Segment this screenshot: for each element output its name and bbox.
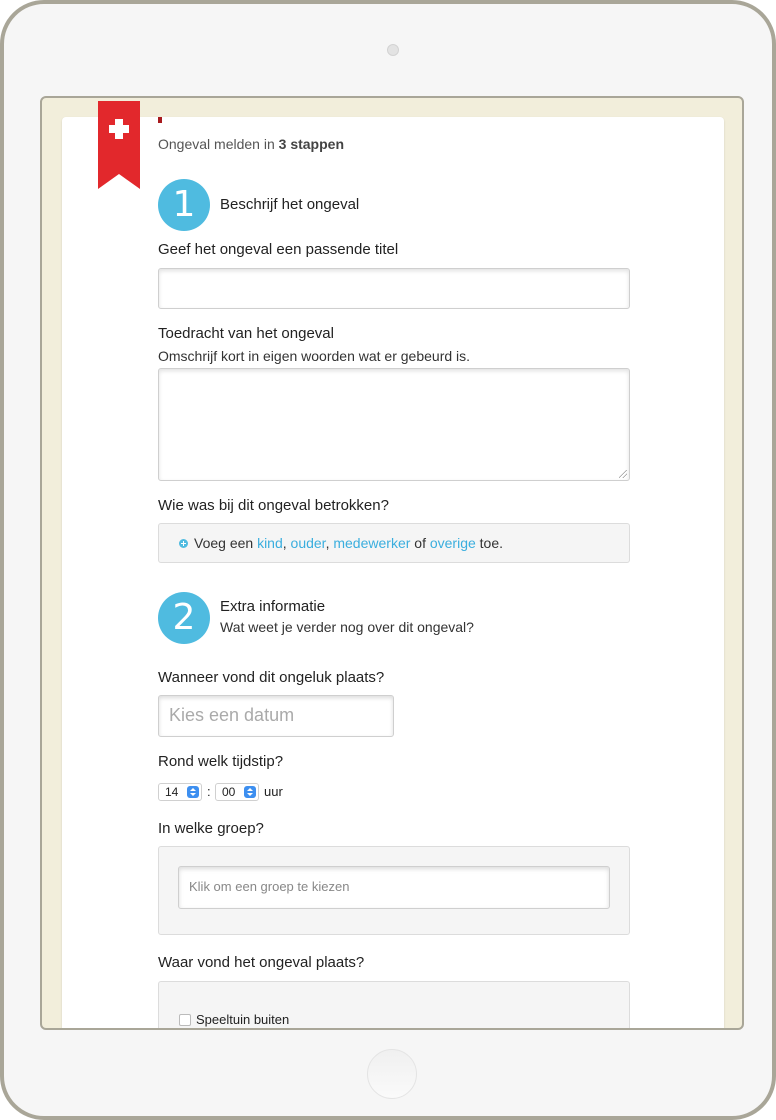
title-steps: 3 stappen (278, 136, 344, 152)
involved-text (179, 535, 503, 551)
camera-dot (387, 44, 399, 56)
step-2-heading: Extra informatie (220, 598, 326, 615)
date-label: Wanneer vond dit ongeluk plaats? (158, 669, 385, 686)
step-1-badge: 1 (158, 179, 210, 231)
description-textarea[interactable] (158, 368, 630, 481)
title-label: Geef het ongeval een passende titel (158, 241, 399, 258)
minute-select[interactable] (215, 783, 259, 801)
minute-value: 00 (222, 785, 236, 799)
add-employee-link[interactable]: medewerker (333, 535, 411, 551)
involved-suffix: toe. (479, 535, 504, 551)
step-2-subheading: Wat weet je verder nog over dit ongeval? (220, 619, 474, 635)
hour-select[interactable] (158, 783, 202, 801)
group-box (158, 846, 630, 935)
location-box (158, 981, 630, 1030)
time-separator: : (207, 784, 211, 799)
separator: , (325, 535, 330, 551)
updown-arrows-icon (244, 786, 256, 798)
screen (40, 96, 744, 1030)
group-label: In welke groep? (158, 820, 264, 837)
time-label: Rond welk tijdstip? (158, 753, 284, 770)
resize-grip-icon[interactable] (619, 470, 627, 478)
updown-arrows-icon (187, 786, 199, 798)
separator: , (282, 535, 287, 551)
location-label: Waar vond het ongeval plaats? (158, 954, 365, 971)
ribbon-fold (158, 117, 162, 123)
add-other-link[interactable]: overige (429, 535, 476, 551)
add-parent-link[interactable]: ouder (290, 535, 326, 551)
date-input[interactable]: Kies een datum (158, 695, 394, 737)
first-aid-cross-icon (98, 101, 140, 189)
title-prefix: Ongeval melden in (158, 136, 275, 152)
involved-box (158, 523, 630, 563)
plus-circle-icon (179, 539, 188, 548)
involved-label: Wie was bij dit ongeval betrokken? (158, 497, 389, 514)
location-option-label[interactable]: Speeltuin buiten (196, 1012, 290, 1027)
time-unit: uur (264, 784, 283, 799)
involved-prefix: Voeg een (194, 535, 254, 551)
separator: of (414, 535, 426, 551)
step-2-badge: 2 (158, 592, 210, 644)
description-hint: Omschrijf kort in eigen woorden wat er gebeurd is. (158, 348, 471, 364)
group-input[interactable]: Klik om een groep te kiezen (178, 866, 610, 909)
hour-value: 14 (165, 785, 179, 799)
description-label: Toedracht van het ongeval (158, 325, 334, 342)
page-title (158, 136, 344, 152)
home-button[interactable] (367, 1049, 417, 1099)
form-panel (62, 117, 724, 1030)
title-input[interactable] (158, 268, 630, 309)
step-1-heading: Beschrijf het ongeval (220, 196, 360, 213)
add-child-link[interactable]: kind (257, 535, 283, 551)
location-checkbox[interactable] (179, 1014, 191, 1026)
